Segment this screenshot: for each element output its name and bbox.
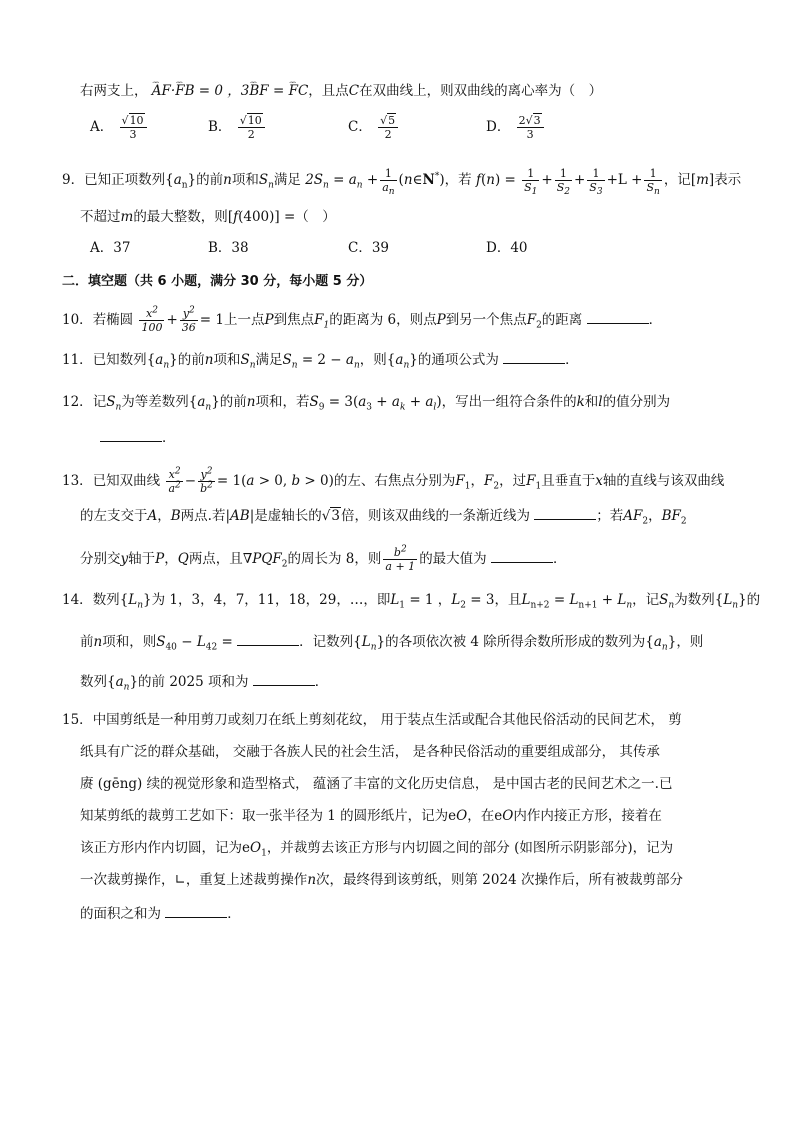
q9-line1: 9．已知正项数列$\{a_n\}$的前n项和$S_n$满足 $2S_n = a_n$ + $\frac{1}{a_n}$ (n∈N*)，若 f(n) = $\frac{1}{S_1}$ + $\frac{1}{S_2}$ + $\frac{1}{S_3}$ +L + $\frac{1}{S_n}$ ，记[m]表示 bbox=[62, 167, 742, 198]
q15-line5: 该正方形内作内切圆，记为$eO_1$，并裁剪去该正方形与内切圆之间的部分 (如图所示阴影部分)，记为 bbox=[80, 840, 674, 859]
q11-answer-blank[interactable] bbox=[503, 351, 565, 364]
q13-line3: 分别交y轴于P，Q两点，且$\nabla PQF_2$的周长为 8，则 $\frac{b^2}{a + 1}$ 的最大值为 ． bbox=[80, 544, 567, 573]
q13-line2: 的左支交于A，B两点.若|AB|是虚轴长的√3倍，则该双曲线的一条渐近线为 ；若$AF_2$，$BF_2$ bbox=[80, 508, 687, 527]
q14-line1: 14．数列$\{L_n\}$为 1，3，4，7，11，18，29，…，即$L_1 = 1$ ，$L_2 = 3$，且$L_{n+2} = L_{n+1} + L_n$，记$S_n$为数列$\{L_n\}$的 bbox=[62, 592, 761, 611]
q15-line1: 15．中国剪纸是一种用剪刀或刻刀在纸上剪刻花纹， 用于装点生活或配合其他民俗活动的民间艺术， 剪 bbox=[62, 712, 682, 728]
q14-answer-blank-1[interactable] bbox=[237, 633, 299, 646]
q8-option-a[interactable]: A． $\frac{√10}{3}$ bbox=[90, 114, 149, 141]
q9-line2: 不超过m的最大整数，则[f(400)] =（ ） bbox=[80, 209, 336, 225]
q15-line3: 赓 (gēng) 续的视觉形象和造型格式， 蕴涵了丰富的文化历史信息， 是中国古老的民间艺术之一.已 bbox=[80, 776, 673, 792]
q14-line3: 数列$\{a_n\}$的前 2025 项和为 ． bbox=[80, 674, 329, 693]
q11-line1: 11．已知数列$\{a_n\}$的前n项和$S_n$满足$S_n = 2 - a_n$，则$\{a_n\}$的通项公式为 ． bbox=[62, 352, 579, 371]
q9-option-d[interactable]: D．40 bbox=[486, 240, 528, 256]
q13-answer-blank-2[interactable] bbox=[491, 550, 553, 563]
q8-line1: 右两支上， ⌢⌢ AF·⌢⌢ FB = 0 ，3⌢⌢ BF = ⌢⌢ FC，且点C在双曲线上，则双曲线的离心率为（ ） bbox=[80, 81, 602, 101]
q10-answer-blank[interactable] bbox=[587, 311, 649, 324]
q12-answer-blank[interactable] bbox=[100, 429, 162, 442]
q9-option-a[interactable]: A．37 bbox=[90, 240, 131, 256]
q10-line1: 10．若椭圆 $\frac{x^2}{100}$ + $\frac{y^2}{36}$ = 1上一点P到焦点$F_1$的距离为 6，则点P到另一个焦点$F_2$的距离 ． bbox=[62, 305, 663, 334]
q8-option-d[interactable]: D． $\frac{2√3}{3}$ bbox=[486, 114, 546, 141]
q15-answer-blank[interactable] bbox=[165, 905, 227, 918]
q15-line7: 的面积之和为 ． bbox=[80, 906, 241, 922]
q13-line1: 13．已知双曲线 $\frac{x^2}{a^2}$ − $\frac{y^2}{b^2}$ = 1(a > 0, b > 0)的左、右焦点分别为$F_1$，$F_2$，过$F_1$且垂直于x轴的直线与该双曲线 bbox=[62, 466, 725, 495]
q12-line1: 12．记$S_n$为等差数列$\{a_n\}$的前n项和，若$S_9 = 3(a_3 + a_k + a_l)$，写出一组符合条件的k和l的值分别为 bbox=[62, 394, 671, 413]
q14-answer-blank-2[interactable] bbox=[253, 673, 315, 686]
q8-vector-condition: ⌢⌢ AF·⌢⌢ FB = 0 ，3⌢⌢ BF = ⌢⌢ FC bbox=[152, 83, 309, 99]
q15-line6: 一次裁剪操作，∟，重复上述裁剪操作n次，最终得到该剪纸，则第 2024 次操作后，所有被裁剪部分 bbox=[80, 872, 683, 888]
q15-line2: 纸具有广泛的群众基础， 交融于各族人民的社会生活， 是各种民俗活动的重要组成部分， 其传承 bbox=[80, 744, 660, 760]
section-heading-fill-in: 二．填空题（共 6 小题，满分 30 分，每小题 5 分） bbox=[62, 274, 373, 289]
q9-option-c[interactable]: C．39 bbox=[348, 240, 390, 256]
q14-line2: 前n项和，则$S_{40} - L_{42}$ = ．记数列$\{L_n\}$的各项依次被 4 除所得余数所形成的数列为$\{a_n\}$，则 bbox=[80, 634, 704, 653]
q8-option-b[interactable]: B． $\frac{√10}{2}$ bbox=[208, 114, 267, 141]
q9-option-b[interactable]: B．38 bbox=[208, 240, 249, 256]
q15-line4: 知某剪纸的裁剪工艺如下：取一张半径为 1 的圆形纸片，记为eO，在eO内作内接正方形，接着在 bbox=[80, 808, 662, 824]
q13-answer-blank-1[interactable] bbox=[534, 507, 596, 520]
q12-line2: ． bbox=[100, 428, 176, 448]
q8-option-c[interactable]: C． $\frac{√5}{2}$ bbox=[348, 114, 400, 141]
